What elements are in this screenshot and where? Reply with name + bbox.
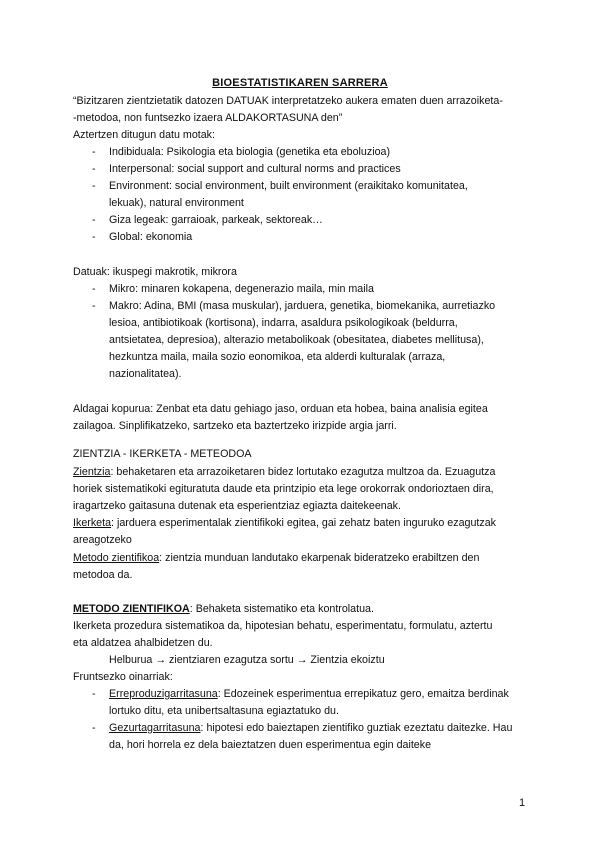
page-number: 1 (519, 797, 526, 809)
bullet-dash: - (92, 163, 96, 175)
helburua-line: Helburua → zientziaren ezagutza sortu → Zientzia ekoiztu (109, 654, 385, 666)
bullet-dash: - (92, 688, 96, 700)
list-item-continuation: lesioa, antibiotikoak (kortisona), indarra, asaldura psikologikoak (beldurra, (109, 317, 458, 329)
ikerketa-line (73, 516, 496, 530)
document-title: BIOESTATISTIKAREN SARRERA (212, 77, 388, 89)
ikerketa-term: Ikerketa (73, 517, 112, 529)
bullet-dash: - (92, 231, 96, 243)
metodo-zientifikoa-line (73, 551, 479, 565)
zientzia-continuation: iragartzeko gaitasuna dutenak eta esperientziaz egiazta daitekeenak. (73, 500, 401, 512)
bullet-dash: - (92, 300, 96, 312)
list-item: Mikro: minaren kokapena, degenerazio maila, min maila (109, 283, 374, 295)
bullet-dash: - (92, 214, 96, 226)
list-item-continuation: hezkuntza maila, maila sozio eonomikoa, eta alderdi kulturalak (arraza, (109, 351, 446, 363)
zientzia-continuation: horiek sistematikoki egituratuta daude eta printzipio eta lege orokorrak ondorioztaen dira, (73, 483, 494, 495)
list-item-continuation: lortuko ditu, eta unibertsaltasuna egiaztatuko du. (109, 705, 339, 717)
zientzia-definition: : behaketaren eta arrazoiketaren bidez lortutako ezagutza multzoa da. Ezuagutza (110, 466, 496, 478)
bullet-dash: - (92, 146, 96, 158)
metodo-section-line: eta aldatzea ahalbidetzen du. (73, 637, 213, 649)
list-item-continuation: da, hori horrela ez dela baieztatzen duen esperimentua egin daiteke (109, 739, 432, 751)
list-item-continuation: nazionalitatea). (109, 368, 182, 380)
datuak-heading: Datuak: ikuspegi makrotik, mikrora (73, 266, 237, 278)
list-item: Makro: Adina, BMI (masa muskular), jarduera, genetika, biomekanika, aurretiazko (109, 300, 496, 312)
aldagai-line-1: Aldagai kopurua: Zenbat eta datu gehiago jaso, orduan eta hobea, baina analisia egitea (73, 403, 488, 415)
erreproduzigarritasuna-term: Erreproduzigarritasuna (109, 688, 218, 700)
list-item: Global: ekonomia (109, 231, 193, 243)
aldagai-line-2: zailagoa. Sinplifikatzeko, sartzeko eta baztertzeko irizpide argia jarri. (73, 420, 397, 432)
list-item: Environment: social environment, built environment (eraikitako komunitatea, (109, 180, 468, 192)
metodo-zientifikoa-term: Metodo zientifikoa (73, 552, 160, 564)
list-item: Interpersonal: social support and cultural norms and practices (109, 163, 401, 175)
bullet-dash: - (92, 283, 96, 295)
list-item: Indibiduala: Psikologia eta biologia (genetika eta eboluzioa) (109, 146, 391, 158)
list-item-continuation: antsietatea, depresioa), alterazio metabolikoak (obesitatea, diabetes mellitusa), (109, 334, 484, 346)
quote-line-2: -metodoa, non funtsezko izaera ALDAKORTASUNA den” (73, 112, 343, 124)
gezurtagarritasuna-definition: : hipotesi edo baieztapen zientifiko guztiak ezeztatu daitezke. Hau (200, 722, 513, 734)
metodo-section-definition: : Behaketa sistematiko eta kontrolatua. (189, 603, 374, 615)
section-heading-zik: ZIENTZIA - IKERKETA - METEODOA (73, 448, 252, 460)
bullet-dash: - (92, 180, 96, 192)
ikerketa-continuation: areagotzeko (73, 534, 132, 546)
list-item: Giza legeak: garraioak, parkeak, sektoreak… (109, 214, 323, 226)
list-item (109, 721, 512, 735)
metodo-section-line: Ikerketa prozedura sistematikoa da, hipotesian behatu, esperimentatu, formulatu, aztertu (73, 620, 493, 632)
zientzia-line (73, 465, 495, 479)
list-item (109, 687, 509, 701)
ikerketa-definition: : jarduera esperimentalak zientifikoki egitea, gai zehatz baten inguruko ezagutzak (111, 517, 497, 529)
fruntsezko-heading: Fruntsezko oinarriak: (73, 671, 173, 683)
metodo-zientifikoa-continuation: metodoa da. (73, 569, 133, 581)
data-types-heading: Aztertzen ditugun datu motak: (73, 129, 215, 141)
metodo-section-term: METODO ZIENTIFIKOA (73, 603, 190, 615)
erreproduzigarritasuna-definition: : Edozeinek esperimentua errepikatuz gero, emaitza berdinak (217, 688, 509, 700)
zientzia-term: Zientzia (73, 466, 111, 478)
quote-line-1: “Bizitzaren zientzietatik datozen DATUAK interpretatzeko aukera ematen duen arrazoiketa- (73, 95, 503, 107)
metodo-zientifikoa-definition: : zientzia munduan landutako ekarpenak bideratzeko erabiltzen den (159, 552, 480, 564)
metodo-section-heading (73, 602, 374, 616)
bullet-dash: - (92, 722, 96, 734)
gezurtagarritasuna-term: Gezurtagarritasuna (109, 722, 201, 734)
list-item-continuation: lekuak), natural environment (109, 197, 244, 209)
